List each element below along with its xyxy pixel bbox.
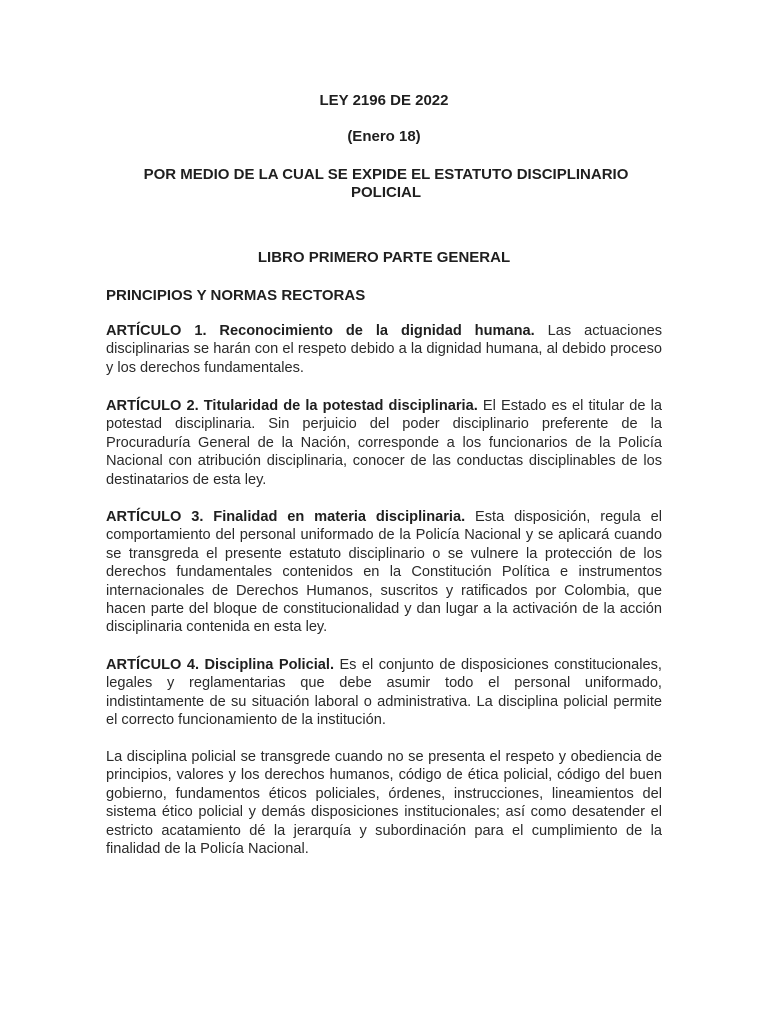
article-3 [106,508,662,637]
article-4-body: Es el conjunto de disposiciones constitucionales, legales y reglamentarias que debe asumir todo el personal uniformado, indistintamente de su situación laboral o administrativa. La disciplina policial permite el correcto funcionamiento de la institución. [106,657,662,729]
law-title: LEY 2196 DE 2022 [319,92,449,109]
article-1-heading: ARTÍCULO 1. Reconocimiento de la dignidad humana. [106,323,535,339]
article-2 [106,397,662,489]
book-heading: LIBRO PRIMERO PARTE GENERAL [257,249,511,266]
article-4 [106,656,662,730]
article-1-body: Las actuaciones disciplinarias se harán con el respeto debido a la dignidad humana, al debido proceso y los derechos fundamentales. [106,323,662,376]
article-3-heading: ARTÍCULO 3. Finalidad en materia disciplinaria. [106,509,466,525]
article-4-heading: ARTÍCULO 4. Disciplina Policial. [106,657,334,673]
article-1 [106,322,662,377]
law-date: (Enero 18) [347,128,421,145]
section-heading: PRINCIPIOS Y NORMAS RECTORAS [106,287,366,304]
article-2-body: El Estado es el titular de la potestad disciplinaria. Sin perjuicio del poder disciplinario preferente de la Procuraduría General de la Nación, corresponde a los funcionarios de la Policía Nacional con atribución disciplinaria, conocer de las conductas disciplinables de los destinatarios de esta ley. [106,398,662,488]
article-3-body: Esta disposición, regula el comportamiento del personal uniformado de la Policía Nacional y se aplicará cuando se transgreda el presente estatuto disciplinario o se vulnere la protección de los derechos fundamentales contenidos en la Constitución Política e instrumentos internacionales de Derechos Humanos, suscritos y ratificados por Colombia, que hacen parte del bloque de constitucionalidad y dan lugar a la activación de la acción disciplinaria contenida en esta ley. [106,509,663,636]
closing-paragraph: La disciplina policial se transgrede cuando no se presenta el respeto y obediencia de principios, valores y los derechos humanos, código de ética policial, código del buen gobierno, fundamentos éticos policiales, órdenes, instrucciones, lineamientos del sistema ético policial y demás disposiciones institucionales; así como desatender el estricto acatamiento dé la jerarquía y subordinación para el cumplimiento de la finalidad de la Policía Nacional. [106,749,662,858]
article-2-heading: ARTÍCULO 2. Titularidad de la potestad disciplinaria. [106,398,478,414]
law-subtitle: POR MEDIO DE LA CUAL SE EXPIDE EL ESTATUTO DISCIPLINARIO POLICIAL [143,166,629,201]
